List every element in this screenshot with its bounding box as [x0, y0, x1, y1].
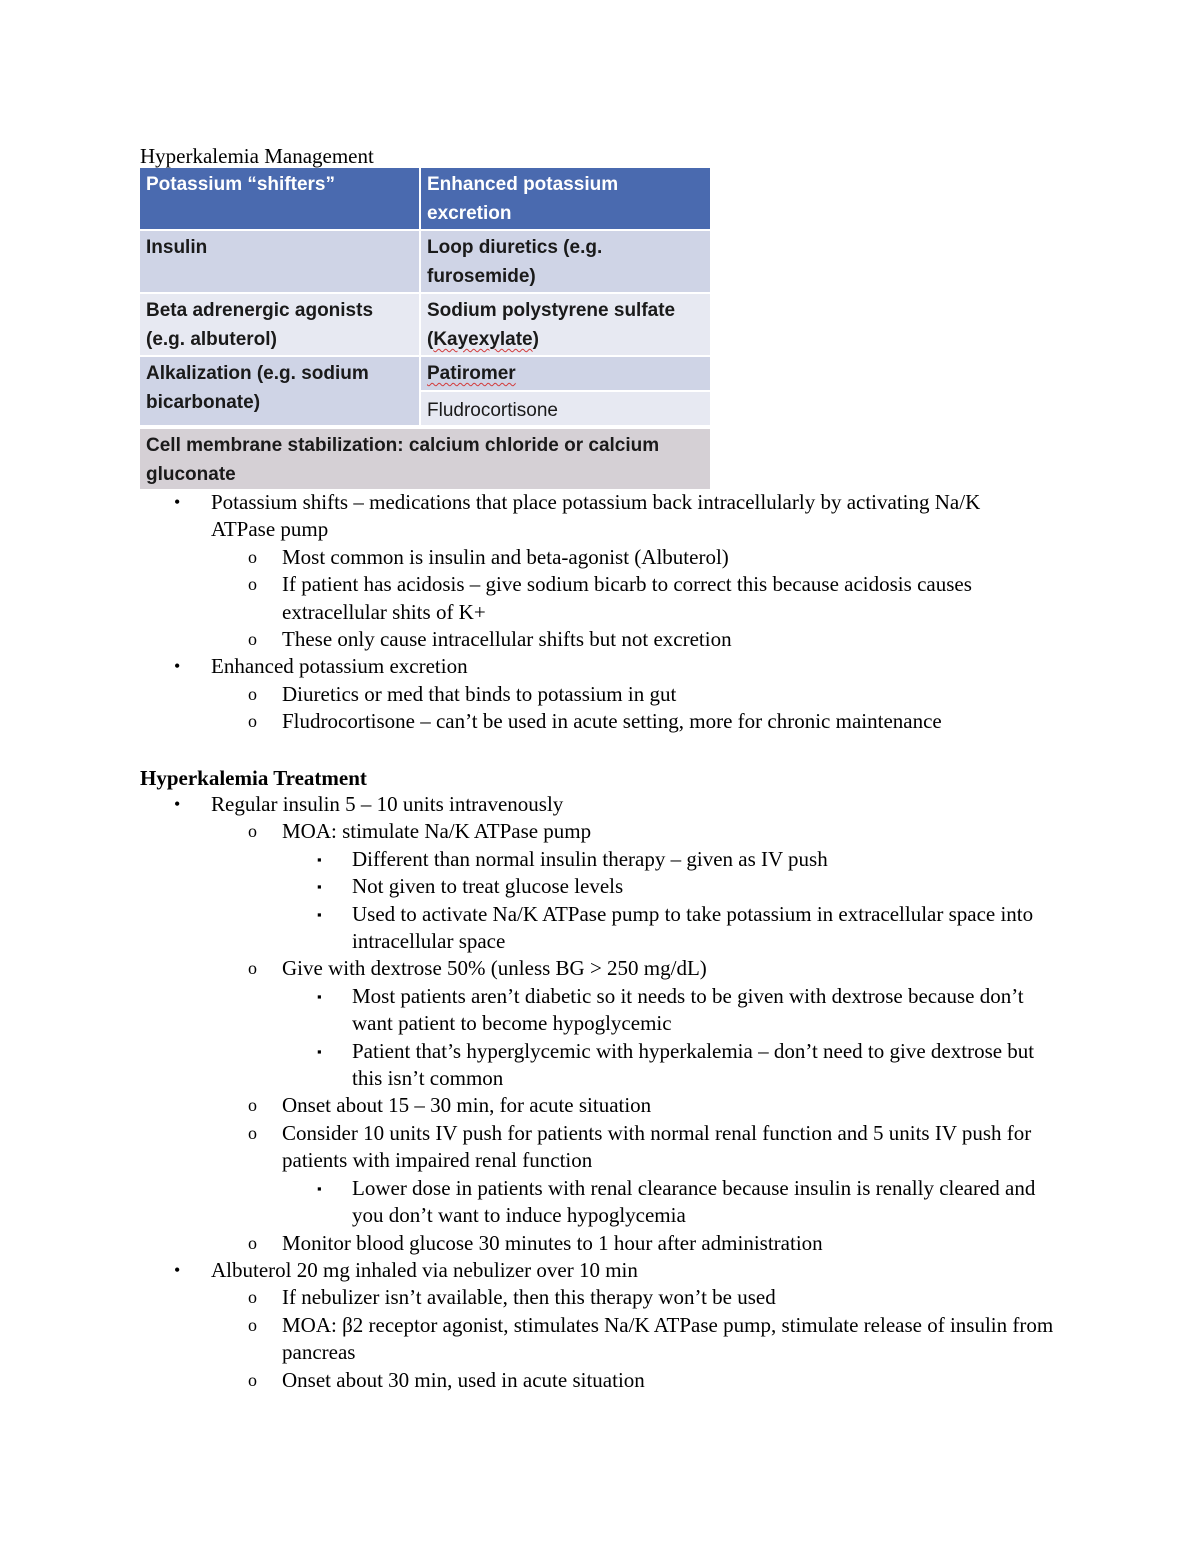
table-cell-text: Sodium polystyrene sulfate (: [427, 300, 676, 350]
list-item: [0, 1257, 1031, 1284]
list-item: [0, 571, 1062, 626]
bullet-marker: •: [174, 794, 181, 814]
list-item-text: Albuterol 20 mg inhaled via nebulizer over 10 min: [211, 1257, 638, 1282]
section-title-treatment: Hyperkalemia Treatment: [140, 766, 367, 790]
bullet-marker: o: [248, 821, 257, 842]
list-item: [0, 653, 1031, 680]
list-item-text: Not given to treat glucose levels: [352, 874, 624, 899]
list-item-text: MOA: β2 receptor agonist, stimulates Na/K ATPase pump, stimulate release of insulin from pancreas: [282, 1312, 1054, 1365]
bullet-marker: o: [248, 1122, 257, 1143]
list-item: [0, 544, 1062, 571]
list-item-text: Consider 10 units IV push for patients with normal renal function and 5 units IV push for patients with impaired renal function: [282, 1120, 1032, 1173]
list-item: [0, 1038, 1052, 1093]
bullet-marker: •: [174, 656, 181, 677]
table-row: [140, 292, 710, 355]
bullet-marker: o: [248, 711, 257, 732]
list-item: [0, 1312, 1062, 1367]
list-item-text: Monitor blood glucose 30 minutes to 1 hour after administration: [282, 1230, 823, 1255]
bullet-marker: •: [174, 492, 181, 512]
bullet-marker: ▪: [317, 1043, 322, 1059]
table-row: [140, 355, 710, 427]
list-item-text: Onset about 30 min, used in acute situation: [282, 1367, 645, 1392]
bullet-marker: o: [248, 683, 257, 704]
list-item-text: Onset about 15 – 30 min, for acute situation: [282, 1093, 652, 1118]
list-item: [0, 1367, 1062, 1394]
table-cell: Fludrocortisone: [421, 390, 710, 425]
table-cell-stack: [421, 357, 710, 427]
bullet-marker: o: [248, 1095, 257, 1116]
spelling-underlined-word: Patiromer: [427, 363, 516, 384]
list-item: [0, 681, 1062, 708]
bullet-marker: ▪: [317, 1180, 322, 1196]
list-item-text: If patient has acidosis – give sodium bicarb to correct this because acidosis causes extracellular shits of K+: [282, 572, 972, 624]
bullet-marker: ▪: [317, 851, 322, 867]
list-item-text: Diuretics or med that binds to potassium in gut: [282, 681, 677, 706]
list-item: [0, 489, 1031, 544]
list-item: [0, 626, 1062, 653]
bullet-marker: ▪: [317, 906, 322, 922]
table-cell-text: ): [532, 329, 539, 350]
table-header-shifters: Potassium “shifters”: [140, 168, 421, 229]
bullet-marker: o: [248, 1314, 257, 1335]
spelling-underlined-word: Kayexylate: [433, 329, 533, 350]
list-item-text: Potassium shifts – medications that place potassium back intracellularly by activating Na/K ATPase pump: [211, 490, 981, 542]
table-row: [140, 229, 710, 292]
list-item: [0, 1092, 1062, 1119]
list-item-text: Most common is insulin and beta-agonist (Albuterol): [282, 544, 729, 569]
bullet-marker: o: [248, 546, 257, 567]
bullet-marker: o: [248, 1232, 257, 1253]
list-item: [0, 708, 1062, 735]
list-item: [0, 846, 1052, 873]
management-bullet-list: [0, 489, 1062, 736]
bullet-marker: ▪: [317, 988, 322, 1004]
list-item-text: Fludrocortisone – can’t be used in acute setting, more for chronic maintenance: [282, 709, 942, 734]
list-item: [0, 1230, 1062, 1257]
list-item: [0, 955, 1062, 982]
bullet-marker: •: [174, 1259, 181, 1280]
table-cell: Beta adrenergic agonists (e.g. albuterol): [140, 292, 421, 355]
table-header-row: [140, 168, 710, 229]
table-cell: Loop diuretics (e.g. furosemide): [421, 229, 710, 292]
list-item-text: These only cause intracellular shifts but not excretion: [282, 627, 732, 652]
list-item-text: Different than normal insulin therapy – given as IV push: [352, 846, 828, 871]
list-item: [0, 1120, 1062, 1175]
table-cell: [421, 357, 710, 390]
list-item: [0, 1284, 1062, 1311]
list-item: [0, 983, 1052, 1038]
list-item-text: Most patients aren’t diabetic so it needs to be given with dextrose because don’t want patient to become hypoglycemic: [352, 983, 1024, 1036]
bullet-marker: o: [248, 574, 257, 595]
table-cell: Insulin: [140, 229, 421, 292]
list-item-text: Enhanced potassium excretion: [211, 654, 468, 679]
list-item: [0, 818, 1062, 845]
bullet-marker: o: [248, 1369, 257, 1390]
table-cell: Alkalization (e.g. sodium bicarbonate): [140, 357, 421, 425]
table-cell: [421, 292, 710, 355]
table-row: [140, 427, 710, 489]
table-cell-merged: Cell membrane stabilization: calcium chloride or calcium gluconate: [140, 427, 710, 489]
bullet-marker: ▪: [317, 879, 322, 895]
bullet-marker: o: [248, 629, 257, 650]
list-item-text: Lower dose in patients with renal clearance because insulin is renally cleared and you don’t want to induce hypoglycemia: [352, 1175, 1036, 1228]
list-item: [0, 901, 1052, 956]
list-item: [0, 1175, 1052, 1230]
list-item-text: Regular insulin 5 – 10 units intravenously: [211, 792, 564, 816]
treatment-bullet-list: [0, 791, 1062, 1394]
list-item-text: Give with dextrose 50% (unless BG > 250 mg/dL): [282, 956, 707, 981]
list-item-text: MOA: stimulate Na/K ATPase pump: [282, 819, 592, 844]
list-item-text: If nebulizer isn’t available, then this therapy won’t be used: [282, 1285, 776, 1310]
bullet-marker: o: [248, 1287, 257, 1308]
list-item-text: Used to activate Na/K ATPase pump to take potassium in extracellular space into intracellular space: [352, 901, 1034, 954]
table-header-excretion: Enhanced potassium excretion: [421, 168, 710, 229]
potassium-table: [140, 168, 710, 489]
section-title-management: Hyperkalemia Management: [140, 144, 374, 168]
list-item-text: Patient that’s hyperglycemic with hyperkalemia – don’t need to give dextrose but this isn’t common: [352, 1038, 1035, 1091]
list-item: [0, 873, 1052, 900]
bullet-marker: o: [248, 958, 257, 979]
list-item: [0, 791, 1031, 818]
